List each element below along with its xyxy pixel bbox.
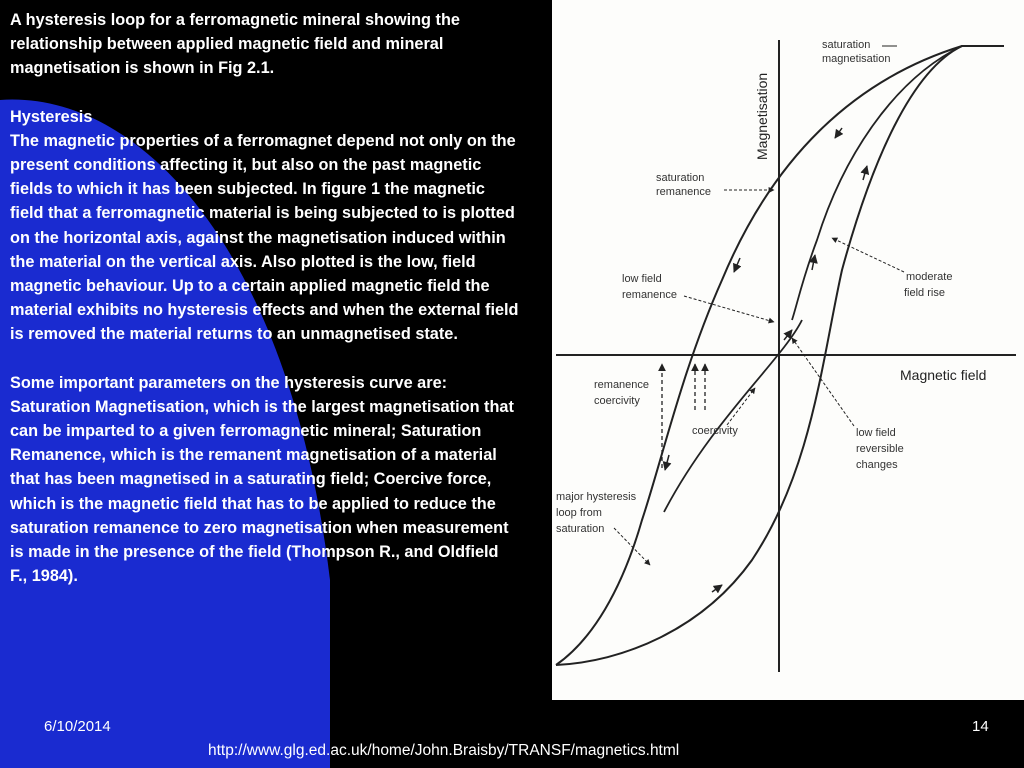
svg-text:saturation: saturation [556,523,605,535]
hysteresis-diagram [552,0,1024,700]
hysteresis-heading: Hysteresis [10,107,93,126]
annotation-low-field-remanence [622,273,677,301]
curve-arrow-2 [734,258,740,272]
parameters-paragraph: Some important parameters on the hysteresis curve are: Saturation Magnetisation, which is the largest magnetisation that can be imparted to a given ferromagnetic mineral; Saturation Remanence, which is the remanent magnetisation of a material that has been magnetised in a saturating field; Coercive force, which is the magnetic field that has to be applied to reduce the saturation remanence to zero magnetisation when measurement is made in the presence of the field (Thompson R., and Oldfield F., 1984). [10,373,514,586]
hysteresis-figure [552,0,1024,700]
svg-text:loop from: loop from [556,507,602,519]
annotation-low-field-reversible [856,427,904,471]
annotation-major-loop [556,491,637,535]
curve-arrow-7 [712,585,722,592]
svg-text:changes: changes [856,459,898,471]
svg-text:coercivity: coercivity [692,425,738,437]
svg-text:saturation: saturation [822,39,871,51]
y-axis-label: Magnetisation [754,72,770,160]
annotation-saturation-magnetisation [822,39,891,65]
page-number: 14 [972,718,989,735]
svg-text:reversible: reversible [856,443,904,455]
curve-arrow-5 [812,255,815,270]
svg-text:coercivity: coercivity [594,395,640,407]
annotation-saturation-remanence [656,172,711,198]
curve-arrow-4 [863,166,867,180]
curve-arrow-3 [665,455,669,470]
pointer-coercivity [727,388,755,425]
svg-text:remanence: remanence [594,379,650,391]
pointer-low-field-reversible [792,338,854,426]
pointer-major-loop [614,528,650,565]
hysteresis-paragraph: The magnetic properties of a ferromagnet depend not only on the present conditions affecting it, but also on the past magnetic fields to which it has been subjected. In figure 1 the magnetic field that a ferromagnetic material is being subjected to is plotted on the horizontal axis, against the magnetisation induced within the material on the vertical axis. Also plotted is the low, field magnetic behaviour. Up to a certain applied magnetic field the material exhibits no hysteresis effects and when the external field is removed the material returns to an unmagnetised state. [10,131,519,344]
svg-text:major hysteresis: major hysteresis [556,491,637,503]
annotation-remanence-coercivity [594,379,649,407]
svg-text:field rise: field rise [904,287,945,299]
source-url: http://www.glg.ed.ac.uk/home/John.Braisby/TRANSF/magnetics.html [208,742,680,759]
svg-text:remanence: remanence [622,289,678,301]
svg-text:moderate: moderate [906,271,953,283]
svg-text:magnetisation: magnetisation [822,53,891,65]
pointer-low-field-remanence [684,296,774,322]
annotation-coercivity [692,425,738,437]
x-axis-label: Magnetic field [900,367,987,383]
annotation-moderate-field-rise [904,271,952,299]
intro-paragraph: A hysteresis loop for a ferromagnetic mineral showing the relationship between applied magnetic field and mineral magnetisation is shown in Fig 2.1. [10,11,460,78]
curve-arrow-1 [835,128,842,138]
low-field-branch [664,320,802,512]
svg-text:low field: low field [622,273,662,285]
svg-text:remanence: remanence [656,186,712,198]
svg-text:low field: low field [856,427,896,439]
footer-date: 6/10/2014 [44,718,111,735]
svg-text:saturation: saturation [656,172,705,184]
slide-text-panel [10,8,520,588]
